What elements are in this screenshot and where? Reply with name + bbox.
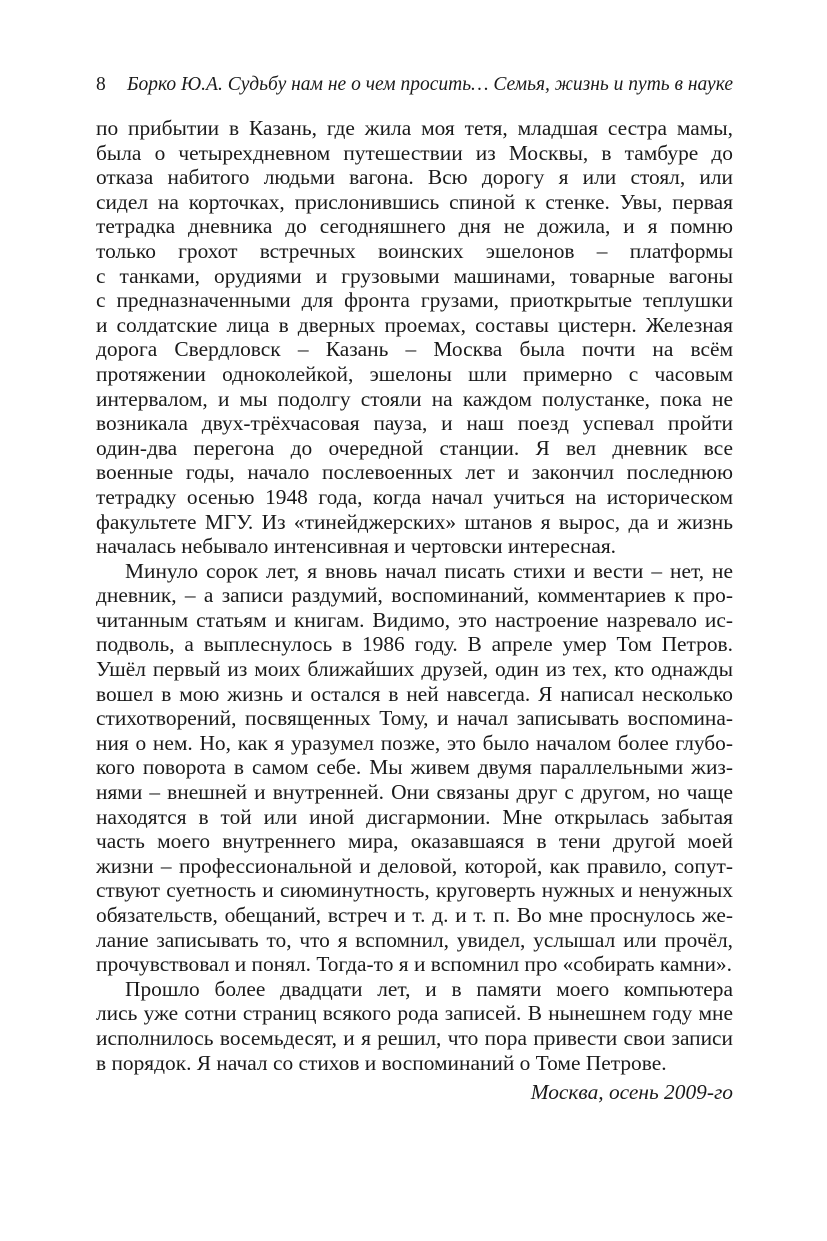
text-line: вошел в мою жизнь и остался в ней навсегда. Я написал несколько <box>96 681 733 706</box>
paragraph <box>96 116 733 559</box>
text-line: стихотворений, посвященных Тому, и начал записывать воспомина- <box>96 706 733 731</box>
text-line: дорога Свердловск – Казань – Москва была почти на всём <box>96 337 733 362</box>
text-line: исполнилось восемьдесят, и я решил, что пора привести свои записи <box>96 1025 733 1050</box>
text-line: по прибытии в Казань, где жила моя тетя, младшая сестра мамы, <box>96 116 733 140</box>
text-line: тетрадка дневника до сегодняшнего дня не дожила, и я помню <box>96 214 733 239</box>
text-line: находятся в той или иной дисгармонии. Мне открылась забытая <box>96 804 733 829</box>
page-number: 8 <box>96 74 106 95</box>
text-line: прочувствовал и понял. Тогда-то я и вспомнил про «собирать камни». <box>96 952 732 977</box>
text-line: началась небывало интенсивная и чертовски интересная. <box>96 534 617 559</box>
text-line: Минуло сорок лет, я вновь начал писать стихи и вести – нет, не <box>125 558 733 583</box>
text-line: часть моего внутреннего мира, оказавшаяся в тени другой моей <box>96 829 733 854</box>
text-line: подволь, а выплеснулось в 1986 году. В апреле умер Том Петров. <box>96 632 733 657</box>
text-line: лание записывать то, что я вспомнил, увидел, услышал или прочёл, <box>96 927 733 952</box>
text-line: тетрадку осенью 1948 года, когда начал учиться на историческом <box>96 484 733 509</box>
text-line: протяжении одноколейкой, эшелоны шли примерно с часовым <box>96 361 733 386</box>
text-line: читанным статьям и книгам. Видимо, это настроение назревало ис- <box>96 607 733 632</box>
text-line: обязательств, обещаний, встреч и т. д. и т. п. Во мне проснулось же- <box>96 903 733 927</box>
paragraph <box>96 977 733 1075</box>
text-line: лись уже сотни страниц всякого рода записей. В нынешнем году мне <box>96 1001 733 1026</box>
text-line: возникала двух-трёхчасовая пауза, и наш поезд успевал пройти <box>96 411 733 436</box>
text-line: с танками, орудиями и грузовыми машинами, товарные вагоны <box>96 263 733 288</box>
text-line: интервалом, и мы подолгу стояли на каждом полустанке, пока не <box>96 386 733 411</box>
text-line: в порядок. Я начал со стихов и воспоминаний о Томе Петрове. <box>96 1050 667 1075</box>
text-line: один-два перегона до очередной станции. Я вел дневник все <box>96 435 733 460</box>
text-line: была о четырехдневном путешествии из Москвы, в тамбуре до <box>96 140 733 165</box>
text-line: только грохот встречных воинских эшелонов – платформы <box>96 238 733 263</box>
text-line: сидел на корточках, прислонившись спиной к стенке. Увы, первая <box>96 189 733 214</box>
text-line: Прошло более двадцати лет, и в памяти моего компьютера <box>125 976 733 1001</box>
running-title: Борко Ю.А. Судьбу нам не о чем просить… Семья, жизнь и путь в науке <box>127 74 733 95</box>
text-line: факультете МГУ. Из «тинейджерских» штанов я вырос, да и жизнь <box>96 509 733 534</box>
page-header <box>96 70 733 100</box>
text-line: и солдатские лица в дверных проемах, составы цистерн. Железная <box>96 312 733 337</box>
text-line: нями – внешней и внутренней. Они связаны друг с другом, но чаще <box>96 780 733 805</box>
text-line: дневник, – а записи раздумий, воспоминаний, комментариев к про- <box>96 583 733 608</box>
signature: Москва, осень 2009-го <box>530 1080 733 1105</box>
text-line: ния о нем. Но, как я уразумел позже, это было началом более глубо- <box>96 730 733 755</box>
text-line: Ушёл первый из моих ближайших друзей, один из тех, кто однажды <box>96 657 733 682</box>
text-line: с предназначенными для фронта грузами, приоткрытые теплушки <box>96 288 733 313</box>
paragraph <box>96 559 733 977</box>
text-line: кого поворота в самом себе. Мы живем двумя параллельными жиз- <box>96 755 733 780</box>
body-text <box>96 116 733 1107</box>
text-line: военные годы, начало послевоенных лет и закончил последнюю <box>96 460 733 485</box>
text-line: жизни – профессиональной и деловой, которой, как правило, сопут- <box>96 853 733 878</box>
text-line: ствуют суетность и сиюминутность, круговерть нужных и ненужных <box>96 878 733 903</box>
text-line: отказа набитого людьми вагона. Всю дорогу я или стоял, или <box>96 165 733 190</box>
